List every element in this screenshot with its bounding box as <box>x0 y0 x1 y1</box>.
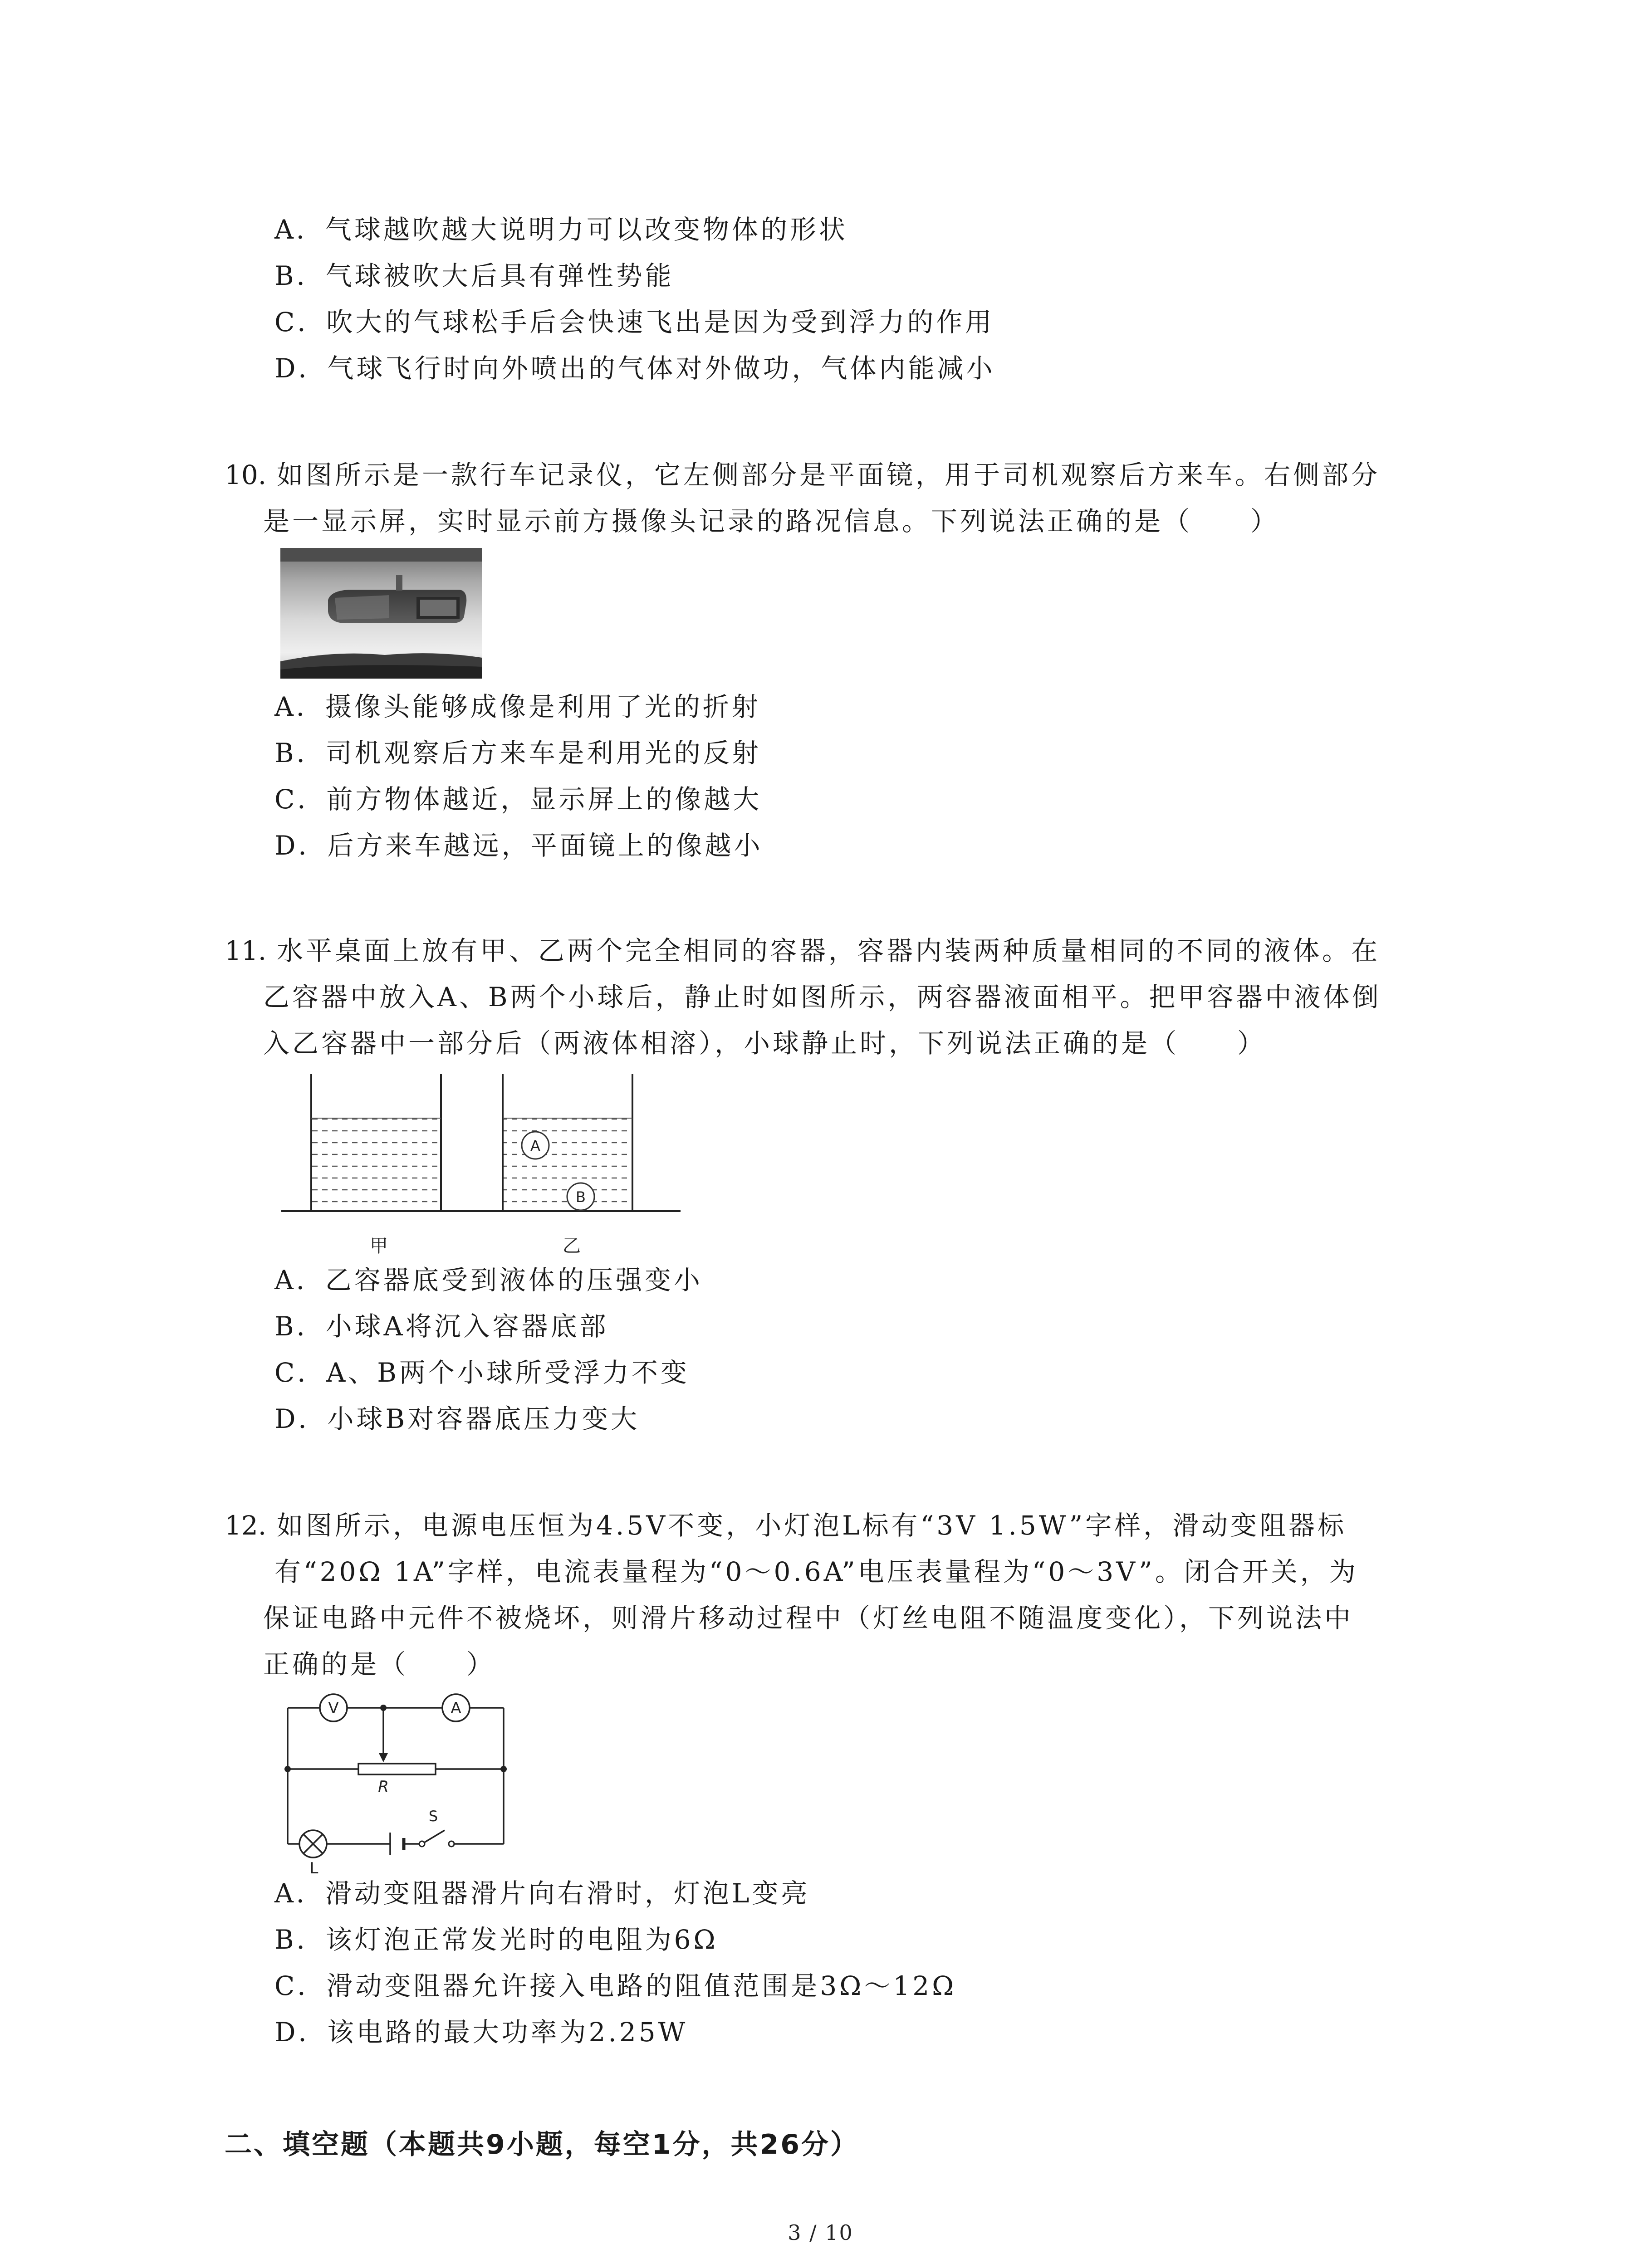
q12-stem-line-2: 有“20Ω 1A”字样，电流表量程为“0～0.6A”电压表量程为“0～3V”。闭合开关，为 <box>274 1556 1358 1587</box>
q10-dashcam-photo <box>280 548 482 679</box>
q12-number: 12. <box>225 1510 267 1541</box>
q12-option-d: D．该电路的最大功率为2.25W <box>274 2017 688 2048</box>
q10-stem-line-1: 如图所示是一款行车记录仪，它左侧部分是平面镜，用于司机观察后方来车。右侧部分 <box>277 459 1381 490</box>
q12-option-c: C．滑动变阻器允许接入电路的阻值范围是3Ω～12Ω <box>274 1970 957 2001</box>
q10-option-c: C．前方物体越近，显示屏上的像越大 <box>274 784 762 815</box>
q12-stem-line-4: 正确的是（ ） <box>263 1649 496 1680</box>
q12-stem-line-3: 保证电路中元件不被烧坏，则滑片移动过程中（灯丝电阻不随温度变化），下列说法中 <box>263 1603 1354 1633</box>
switch-label: S <box>428 1808 438 1825</box>
q11-stem-line-1: 水平桌面上放有甲、乙两个完全相同的容器，容器内装两种质量相同的不同的液体。在 <box>277 935 1381 966</box>
q12-option-b: B．该灯泡正常发光时的电阻为6Ω <box>274 1924 718 1955</box>
q12-circuit-diagram <box>272 1685 526 1876</box>
label-yi: 乙 <box>563 1236 581 1256</box>
q10-stem-line-2: 是一显示屏，实时显示前方摄像头记录的路况信息。下列说法正确的是（ ） <box>263 506 1280 537</box>
q11-stem-line-2: 乙容器中放入A、B两个小球后，静止时如图所示，两容器液面相平。把甲容器中液体倒 <box>263 982 1381 1012</box>
q9-option-c: C．吹大的气球松手后会快速飞出是因为受到浮力的作用 <box>274 307 994 337</box>
q11-number: 11. <box>225 935 267 966</box>
q11-containers-figure <box>281 1066 690 1266</box>
label-jia: 甲 <box>370 1236 388 1256</box>
lamp-label: L <box>309 1859 318 1876</box>
q9-option-b: B．气球被吹大后具有弹性势能 <box>274 260 674 291</box>
q10-option-b: B．司机观察后方来车是利用光的反射 <box>274 738 761 768</box>
section-2-heading: 二、填空题（本题共9小题，每空1分，共26分） <box>225 2129 859 2160</box>
q10-option-d: D．后方来车越远，平面镜上的像越小 <box>274 830 763 861</box>
ball-b-label: B <box>576 1188 586 1206</box>
q10-option-a: A．摄像头能够成像是利用了光的折射 <box>274 691 761 722</box>
q11-option-a: A．乙容器底受到液体的压强变小 <box>274 1265 703 1295</box>
q11-option-b: B．小球A将沉入容器底部 <box>274 1311 609 1342</box>
ball-a-label: A <box>530 1137 540 1154</box>
page-number: 3 / 10 <box>788 2220 853 2245</box>
q11-stem-line-3: 入乙容器中一部分后（两液体相溶），小球静止时，下列说法正确的是（ ） <box>263 1028 1267 1059</box>
voltmeter-label: V <box>328 1699 339 1717</box>
q9-option-a: A．气球越吹越大说明力可以改变物体的形状 <box>274 214 848 245</box>
container-jia-liquid <box>311 1118 441 1210</box>
q12-stem-line-1: 如图所示，电源电压恒为4.5V不变，小灯泡L标有“3V 1.5W”字样，滑动变阻器标 <box>277 1510 1347 1541</box>
q12-option-a: A．滑动变阻器滑片向右滑时，灯泡L变亮 <box>274 1878 810 1909</box>
q11-option-d: D．小球B对容器底压力变大 <box>274 1403 640 1434</box>
rheostat-label: R <box>378 1778 389 1796</box>
ammeter-label: A <box>451 1699 461 1717</box>
q10-number: 10. <box>225 459 267 490</box>
q11-option-c: C．A、B两个小球所受浮力不变 <box>274 1357 690 1388</box>
q9-option-d: D．气球飞行时向外喷出的气体对外做功，气体内能减小 <box>274 353 995 384</box>
